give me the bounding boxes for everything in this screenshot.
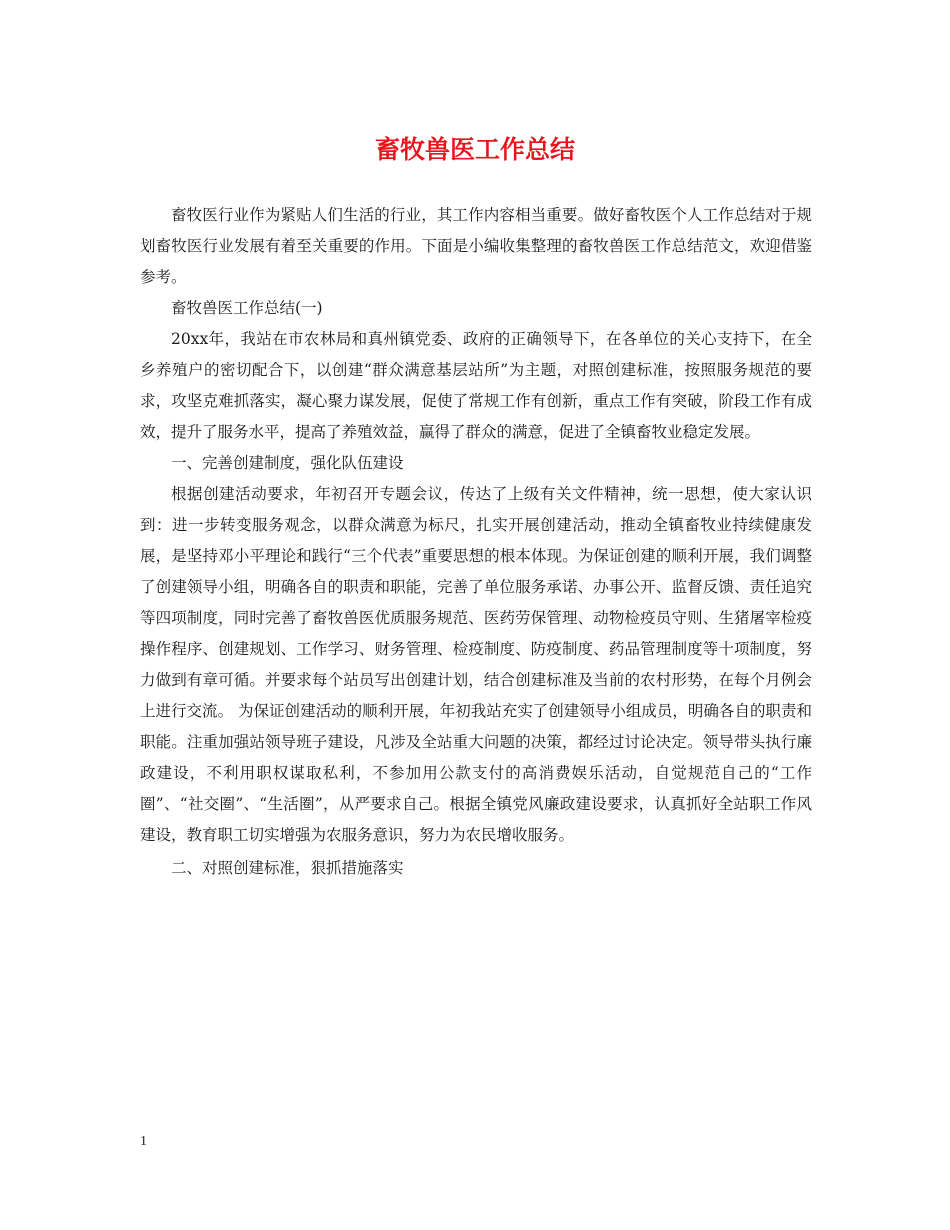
document-title: 畜牧兽医工作总结 bbox=[374, 135, 575, 164]
document-body bbox=[140, 200, 812, 884]
section-one-paragraph: 根据创建活动要求，年初召开专题会议，传达了上级有关文件精神，统一思想，使大家认识到：进一步转变服务观念，以群众满意为标尺，扎实开展创建活动，推动全镇畜牧业持续健康发展，是坚持邓小平理论和践行“三个代表”重要思想的根本体现。为保证创建的顺利开展，我们调整了创建领导小组，明确各自的职责和职能，完善了单位服务承诺、办事公开、监督反馈、责任追究等四项制度，同时完善了畜牧兽医优质服务规范、医药劳保管理、动物检疫员守则、生猪屠宰检疫操作程序、创建规划、工作学习、财务管理、检疫制度、防疫制度、药品管理制度等十项制度，努力做到有章可循。并要求每个站员写出创建计划，结合创建标准及当前的农村形势，在每个月例会上进行交流。 为保证创建活动的顺利开展，年初我站充实了创建领导小组成员，明确各自的职责和职能。注重加强站领导班子建设，凡涉及全站重大问题的决策，都经过讨论决定。领导带头执行廉政建设，不利用职权谋取私利，不参加用公款支付的高消费娱乐活动，自觉规范自己的“工作圈”、“社交圈”、“生活圈”，从严要求自己。根据全镇党风廉政建设要求，认真抓好全站职工作风建设，教育职工切实增强为农服务意识，努力为农民增收服务。 bbox=[140, 485, 812, 844]
section-heading-summary-one: 畜牧兽医工作总结(一) bbox=[171, 299, 323, 317]
summary-paragraph: 20xx年，我站在市农林局和真州镇党委、政府的正确领导下，在各单位的关心支持下，在全乡养殖户的密切配合下，以创建“群众满意基层站所”为主题，对照创建标准，按照服务规范的要求，攻坚克难抓落实，凝心聚力谋发展，促使了常规工作有创新，重点工作有突破，阶段工作有成效，提升了服务水平，提高了养殖效益，赢得了群众的满意，促进了全镇畜牧业稳定发展。 bbox=[140, 330, 812, 441]
page-number: 1 bbox=[140, 1134, 147, 1149]
intro-paragraph: 畜牧医行业作为紧贴人们生活的行业，其工作内容相当重要。做好畜牧医个人工作总结对于规划畜牧医行业发展有着至关重要的作用。下面是小编收集整理的畜牧兽医工作总结范文，欢迎借鉴参考。 bbox=[140, 206, 812, 286]
section-heading-one: 一、完善创建制度，强化队伍建设 bbox=[171, 454, 404, 472]
section-heading-two: 二、对照创建标准，狠抓措施落实 bbox=[171, 859, 404, 877]
